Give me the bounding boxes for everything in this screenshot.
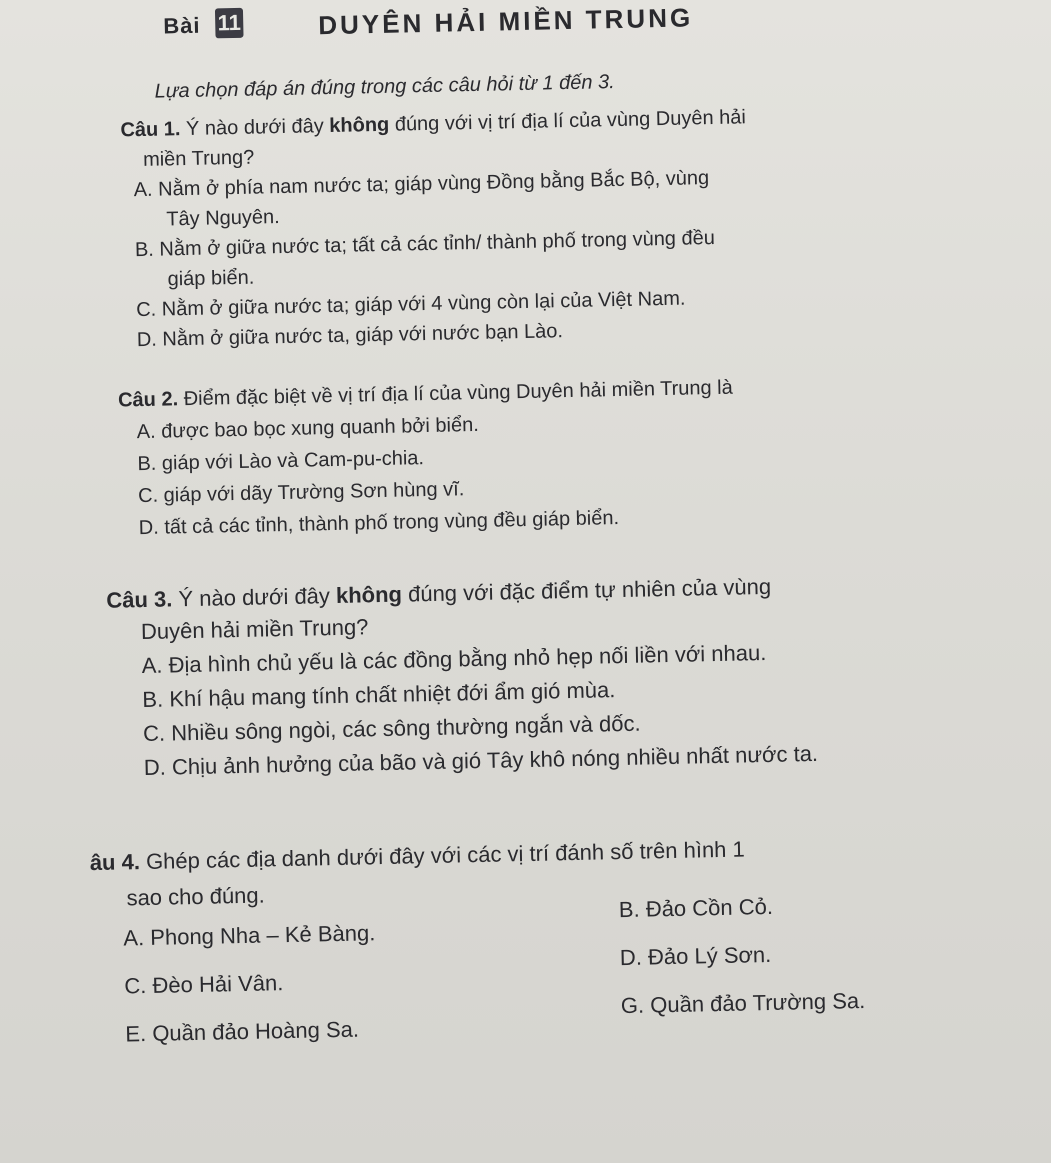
q1-option-c: C. Nằm ở giữa nước ta; giáp với 4 vùng còn lại của Việt Nam. — [136, 287, 686, 322]
q3-stem-pre: Ý nào dưới đây — [178, 582, 337, 612]
q2-stem — [118, 376, 733, 413]
q3-stem-emphasis: không — [335, 581, 403, 608]
q1-option-a: A. Nằm ở phía nam nước ta; giáp vùng Đồng bằng Bắc Bộ, vùng — [133, 167, 710, 202]
chapter-title: DUYÊN HẢI MIỀN TRUNG — [317, 2, 694, 41]
q3-option-a: A. Địa hình chủ yếu là các đồng bằng nhỏ hẹp nối liền với nhau. — [141, 639, 767, 679]
q3-option-c: C. Nhiều sông ngòi, các sông thường ngắn và dốc. — [142, 710, 641, 747]
q1-stem-post: đúng với vị trí địa lí của vùng Duyên hải — [389, 106, 747, 136]
q4-match-right-d: D. Đảo Lý Sơn. — [619, 941, 772, 971]
q3-stem-line2: Duyên hải miền Trung? — [140, 614, 369, 645]
q4-label: âu 4. — [89, 849, 141, 876]
q2-option-d: D. tất cả các tỉnh, thành phố trong vùng đều giáp biển. — [138, 507, 620, 540]
q2-stem-text: Điểm đặc biệt về vị trí địa lí của vùng Duyên hải miền Trung là — [183, 376, 733, 411]
q1-option-a-cont: Tây Nguyên. — [166, 206, 280, 231]
q2-option-c: C. giáp với dãy Trường Sơn hùng vĩ. — [137, 478, 465, 508]
q3-stem-line1 — [106, 575, 771, 613]
q3-option-b: B. Khí hậu mang tính chất nhiệt đới ẩm gió mùa. — [142, 677, 616, 713]
q4-match-left-c: C. Đèo Hải Vân. — [124, 970, 284, 999]
q3-label: Câu 3. — [106, 586, 173, 613]
lesson-label: Bài — [163, 12, 201, 39]
instructions: Lựa chọn đáp án đúng trong các câu hỏi từ 1 đến 3. — [154, 71, 615, 103]
q1-option-b: B. Nằm ở giữa nước ta; tất cả các tỉnh/ thành phố trong vùng đều — [134, 226, 716, 262]
q2-label: Câu 2. — [117, 388, 179, 412]
lesson-header — [163, 2, 694, 49]
q1-stem-line1 — [120, 105, 746, 142]
q1-stem-pre: Ý nào dưới đây — [185, 115, 330, 141]
q2-option-a: A. được bao bọc xung quanh bởi biển. — [136, 413, 480, 444]
q3-stem-post: đúng với đặc điểm tự nhiên của vùng — [401, 573, 772, 607]
q1-stem-line2: miền Trung? — [142, 146, 255, 171]
q4-match-right-b: B. Đảo Cồn Cỏ. — [618, 893, 774, 923]
lesson-number: 11 — [215, 8, 244, 39]
q4-stem-line1 — [90, 837, 745, 875]
q2-option-b: B. giáp với Lào và Cam-pu-chia. — [137, 447, 425, 476]
q1-option-d: D. Nằm ở giữa nước ta, giáp với nước bạn Lào. — [136, 320, 564, 352]
q1-label: Câu 1. — [120, 118, 181, 142]
q4-stem-text: Ghép các địa danh dưới đây với các vị trí đánh số trên hình 1 — [145, 836, 745, 875]
q3-option-d: D. Chịu ảnh hưởng của bão và gió Tây khô nóng nhiều nhất nước ta. — [143, 740, 819, 781]
q4-match-left-e: E. Quần đảo Hoàng Sa. — [125, 1016, 360, 1047]
q4-stem-line2: sao cho đúng. — [126, 882, 266, 911]
q1-option-b-cont: giáp biển. — [167, 266, 255, 291]
q4-match-right-g: G. Quần đảo Trường Sa. — [620, 987, 866, 1019]
q4-match-left-a: A. Phong Nha – Kẻ Bàng. — [123, 920, 376, 951]
q1-stem-emphasis: không — [329, 113, 390, 138]
